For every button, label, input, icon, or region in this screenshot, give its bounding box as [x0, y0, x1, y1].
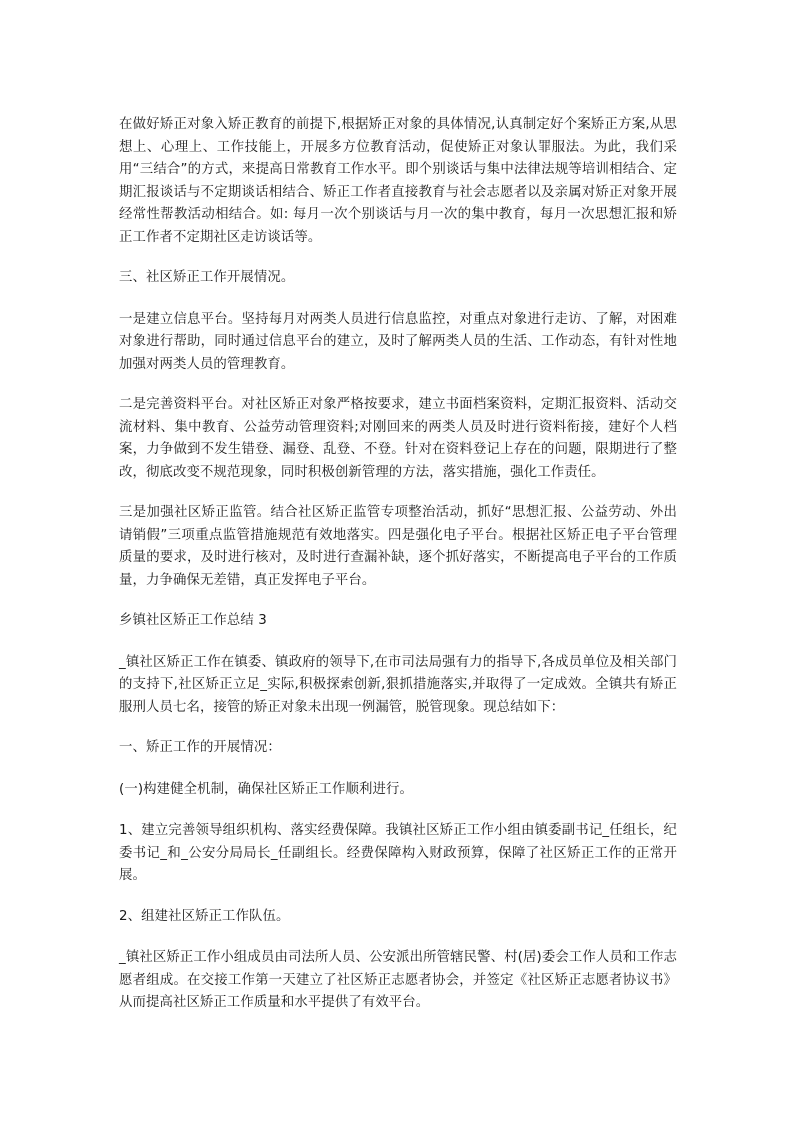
paragraph-team: _镇社区矫正工作小组成员由司法所人员、公安派出所管辖民警、村(居)委会工作人员和工作志愿者组成。在交接工作第一天建立了社区矫正志愿者协会，并签定《社区矫正志愿者协议书》 从而提高社区矫正工作质量和水平提供了有效平台。 — [119, 950, 677, 1010]
summary-title: 乡镇社区矫正工作总结 3 — [119, 613, 267, 628]
document-body — [119, 114, 677, 1033]
paragraph-leadership: 1、建立完善领导组织机构、落实经费保障。我镇社区矫正工作小组由镇委副书记_任组长，纪委书记_和_公安分局局长_任副组长。经费保障构入财政预算，保障了社区矫正工作的正常开展。 — [119, 823, 677, 883]
paragraph-town-overview: _镇社区矫正工作在镇委、镇政府的领导下,在市司法局强有力的指导下,各成员单位及相关部门的支持下,社区矫正立足_实际,积极探索创新,狠抓措施落实,并取得了一定成效。全镇共有矫正服刑人员七名，接管的矫正对象未出现一例漏管，脱管现象。现总结如下： — [119, 654, 677, 715]
subsection-heading-1: (一)构建健全机制，确保社区矫正工作顺利进行。 — [119, 781, 413, 797]
item-heading-2: 2、组建社区矫正工作队伍。 — [119, 908, 290, 924]
section-heading-3: 三、社区矫正工作开展情况。 — [119, 270, 295, 285]
paragraph-supervision: 三是加强社区矫正监管。结合社区矫正监管专项整治活动，抓好“思想汇报、公益劳动、外出请销假”三项重点监管措施规范有效地落实。四是强化电子平台。根据社区矫正电子平台管理质量的要求，及时进行核对，及时进行查漏补缺，逐个抓好落实，不断提高电子平台的工作质量，力争确保无差错，真正发挥电子平台。 — [119, 505, 677, 588]
paragraph-records-platform: 二是完善资料平台。对社区矫正对象严格按要求，建立书面档案资料，定期汇报资料、活动交流材料、集中教育、公益劳动管理资料;对刚回来的两类人员及时进行资料衔接，建好个人档案，力争做到不发生错登、漏登、乱登、不登。针对在资料登记上存在的问题，限期进行了整改，彻底改变不规范现象，同时积极创新管理的方法，落实措施，强化工作责任。 — [119, 397, 677, 480]
paragraph-education-approach: 在做好矫正对象入矫正教育的前提下,根据矫正对象的具体情况,认真制定好个案矫正方案,从思想上、心理上、工作技能上，开展多方位教育活动，促使矫正对象认罪服法。为此，我们采用“三结合”的方式，来提高日常教育工作水平。即个别谈话与集中法律法规等培训相结合、定期汇报谈话与不定期谈话相结合、矫正工作者直接教育与社会志愿者以及亲属对矫正对象开展经常性帮教活动相结合。如: 每月一次个别谈话与月一次的集中教育，每月一次思想汇报和矫正工作者不定期社区走访谈话等。 — [119, 117, 677, 245]
paragraph-info-platform: 一是建立信息平台。坚持每月对两类人员进行信息监控，对重点对象进行走访、了解，对困难对象进行帮助，同时通过信息平台的建立，及时了解两类人员的生活、工作动态，有针对性地加强对两类人员的管理教育。 — [119, 311, 677, 372]
section-heading-1: 一、矫正工作的开展情况： — [119, 740, 281, 755]
